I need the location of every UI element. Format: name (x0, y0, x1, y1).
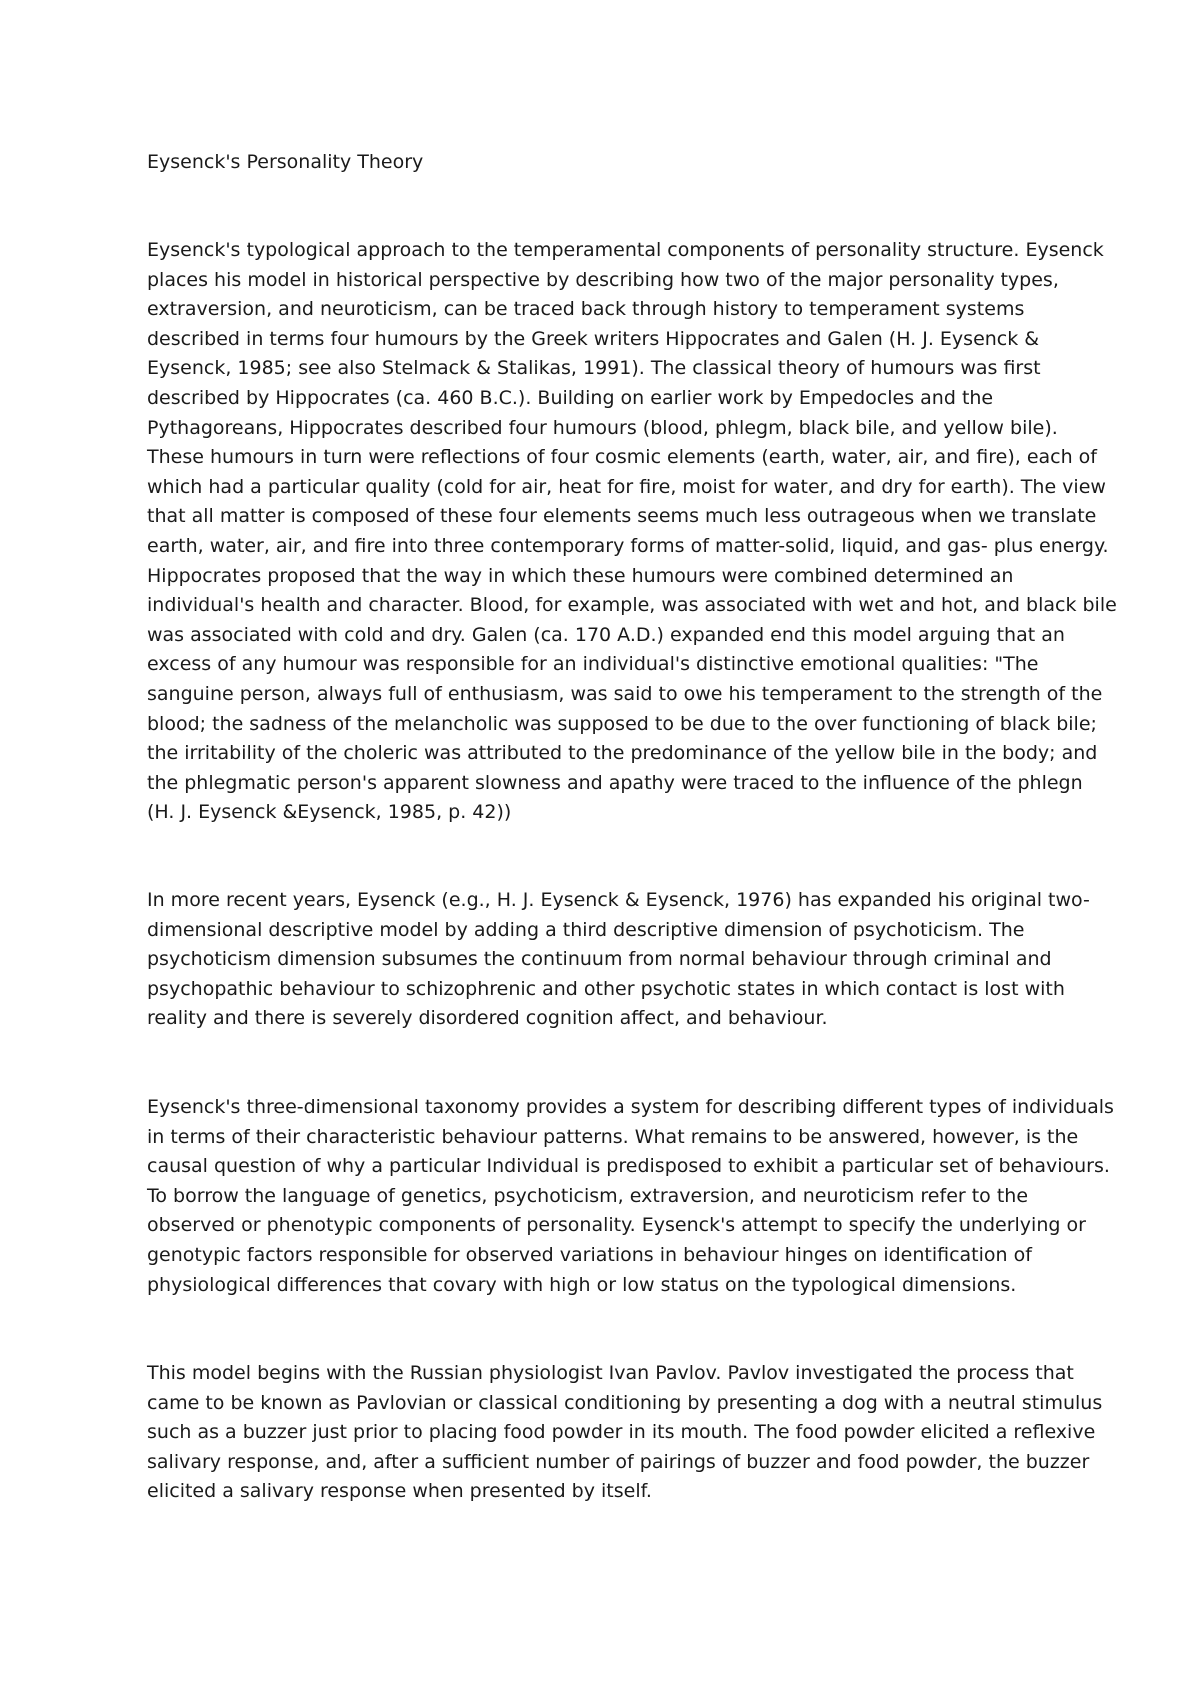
paragraph-line: Pythagoreans, Hippocrates described four humours (blood, phlegm, black bile, and yellow bile). (147, 416, 1058, 439)
paragraph-line: These humours in turn were reflections of four cosmic elements (earth, water, air, and fire), each of (147, 446, 1097, 469)
paragraph-line: that all matter is composed of these four elements seems much less outrageous when we translate (147, 505, 1097, 528)
paragraph-line: Eysenck's three-dimensional taxonomy provides a system for describing different types of individuals (147, 1096, 1114, 1118)
paragraph-line: excess of any humour was responsible for an individual's distinctive emotional qualities: "The (147, 653, 1039, 676)
paragraph-line: Eysenck's typological approach to the temperamental components of personality structure. Eysenck (147, 239, 1104, 261)
paragraph-line: psychoticism dimension subsumes the continuum from normal behaviour through criminal and (147, 948, 1052, 971)
paragraph-line: came to be known as Pavlovian or classical conditioning by presenting a dog with a neutral stimulus (147, 1391, 1103, 1414)
paragraph-psychoticism (147, 886, 1090, 1034)
paragraph-line: causal question of why a particular Individual is predisposed to exhibit a particular set of behaviours. (147, 1155, 1110, 1178)
paragraph-line: This model begins with the Russian physiologist Ivan Pavlov. Pavlov investigated the process that (147, 1362, 1074, 1384)
paragraph-taxonomy (147, 1093, 1114, 1300)
paragraph-line: which had a particular quality (cold for air, heat for fire, moist for water, and dry for earth). The view (147, 475, 1106, 498)
paragraph-line: described by Hippocrates (ca. 460 B.C.). Building on earlier work by Empedocles and the (147, 386, 994, 409)
paragraph-line: elicited a salivary response when presented by itself. (147, 1480, 652, 1503)
paragraph-line: blood; the sadness of the melancholic was supposed to be due to the over functioning of black bile; (147, 712, 1097, 735)
paragraph-line: In more recent years, Eysenck (e.g., H. J. Eysenck & Eysenck, 1976) has expanded his original two- (147, 889, 1090, 911)
paragraph-line: the phlegmatic person's apparent slowness and apathy were traced to the influence of the phlegn (147, 771, 1083, 794)
paragraph-line: dimensional descriptive model by adding a third descriptive dimension of psychoticism. The (147, 918, 1025, 941)
paragraph-line: salivary response, and, after a sufficient number of pairings of buzzer and food powder, the buzzer (147, 1450, 1090, 1473)
paragraph-line: To borrow the language of genetics, psychoticism, extraversion, and neuroticism refer to the (147, 1184, 1029, 1207)
paragraph-line: sanguine person, always full of enthusiasm, was said to owe his temperament to the strength of the (147, 682, 1103, 705)
paragraph-line: psychopathic behaviour to schizophrenic and other psychotic states in which contact is lost with (147, 977, 1065, 1000)
paragraph-line: was associated with cold and dry. Galen (ca. 170 A.D.) expanded end this model arguing that an (147, 623, 1065, 646)
paragraph-line: observed or phenotypic components of personality. Eysenck's attempt to specify the underlying or (147, 1214, 1086, 1237)
paragraph-line: earth, water, air, and fire into three contemporary forms of matter-solid, liquid, and gas- plus energy. (147, 534, 1109, 557)
paragraph-line: (H. J. Eysenck &Eysenck, 1985, p. 42)) (147, 801, 512, 824)
paragraph-line: reality and there is severely disordered cognition affect, and behaviour. (147, 1007, 828, 1030)
paragraph-line: genotypic factors responsible for observed variations in behaviour hinges on identification of (147, 1243, 1032, 1266)
paragraph-line: extraversion, and neuroticism, can be traced back through history to temperament systems (147, 298, 1025, 321)
paragraph-line: physiological differences that covary with high or low status on the typological dimensions. (147, 1273, 1017, 1296)
paragraph-pavlov (147, 1359, 1103, 1507)
paragraph-line: Eysenck, 1985; see also Stelmack & Stalikas, 1991). The classical theory of humours was first (147, 357, 1041, 380)
paragraph-line: places his model in historical perspective by describing how two of the major personality types, (147, 268, 1059, 291)
paragraph-line: in terms of their characteristic behaviour patterns. What remains to be answered, however, is the (147, 1125, 1079, 1148)
paragraph-line: individual's health and character. Blood, for example, was associated with wet and hot, and black bile (147, 594, 1117, 617)
paragraph-line: such as a buzzer just prior to placing food powder in its mouth. The food powder elicited a reflexive (147, 1421, 1096, 1444)
paragraph-line: the irritability of the choleric was attributed to the predominance of the yellow bile in the body; and (147, 742, 1098, 765)
document-title: Eysenck's Personality Theory (147, 151, 424, 173)
paragraph-line: described in terms four humours by the Greek writers Hippocrates and Galen (H. J. Eysenck & (147, 327, 1040, 350)
paragraph-humours (147, 236, 1117, 828)
paragraph-line: Hippocrates proposed that the way in which these humours were combined determined an (147, 564, 1014, 587)
